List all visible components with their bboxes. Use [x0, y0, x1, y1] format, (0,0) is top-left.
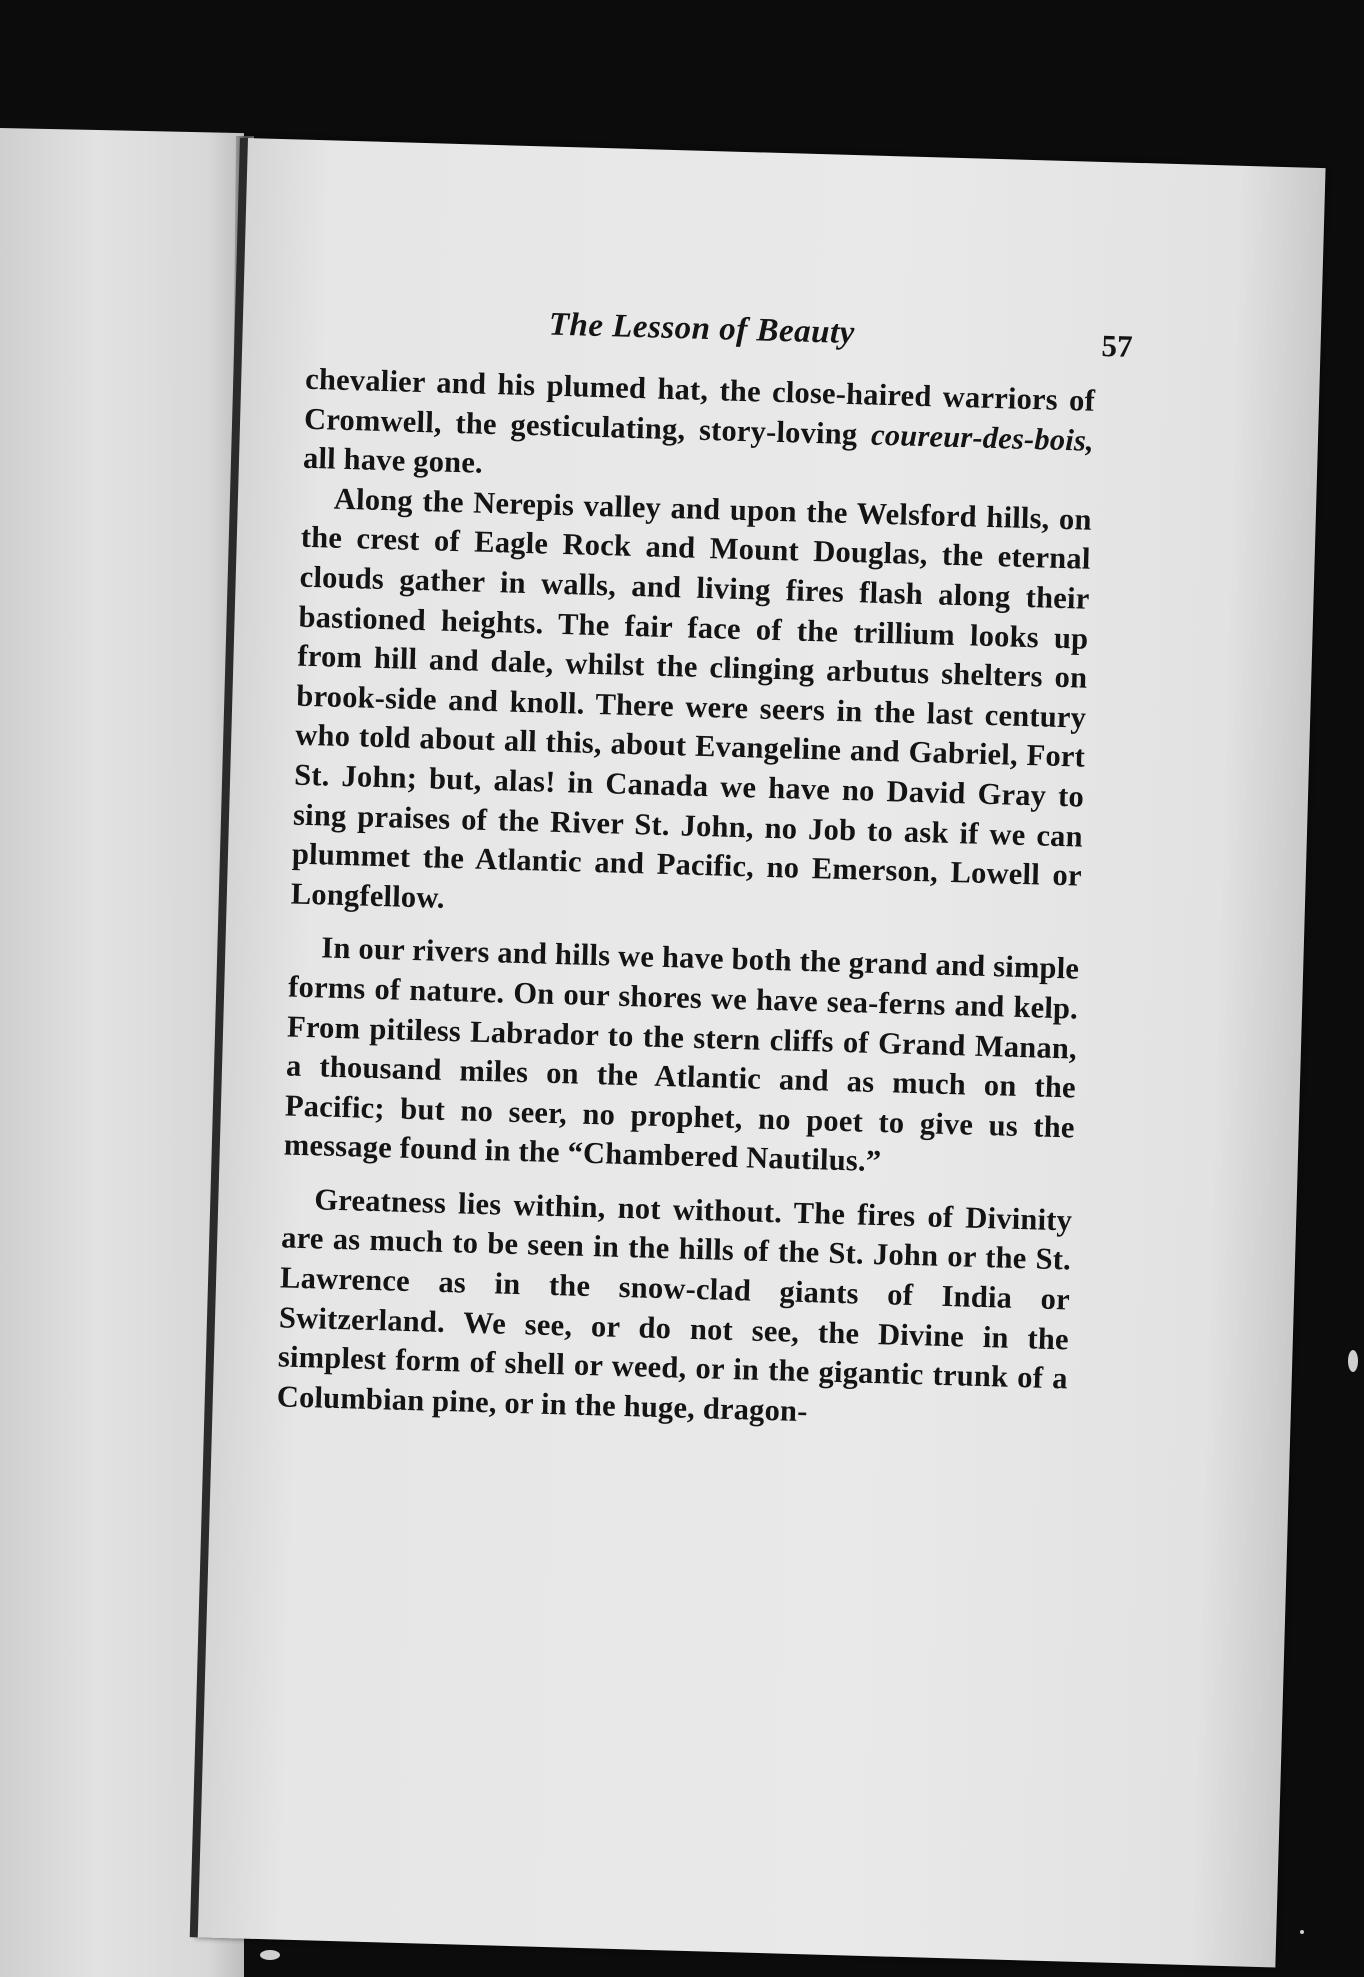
- paragraph-1-italic-term: coureur-des-bois,: [870, 417, 1095, 458]
- page-content: [276, 300, 1134, 1439]
- scan-speck: [260, 1950, 280, 1960]
- scan-speck: [1348, 1350, 1358, 1372]
- paragraph-1-text-after: all have gone.: [302, 440, 484, 480]
- paragraph-3: In our rivers and hills we have both the grand and simple forms of nature. On our shores we have sea-ferns and kelp. From pitiless Labrador to the stern cliffs of Grand Manan, a thousand miles on the Atlantic and as much on the Pacific; but no seer, no prophet, no poet to give us the message found in the “Chambered Nautilus.”: [283, 930, 1080, 1179]
- paragraph-1-text-before: chevalier and his plumed hat, the close-haired warriors of Cromwell, the gesticulating, story-loving: [303, 361, 1096, 452]
- paragraph-4: Greatness lies within, not without. The fires of Divinity are as much to be seen in the hills of the St. John or the St. Lawrence as in the snow-clad giants of India or Switzerland. We see, or do not see, the Divine in the simplest form of shell or weed, or in the gigantic trunk of a Columbian pine, or in the huge, dragon-: [276, 1182, 1073, 1429]
- paragraph-2: Along the Nerepis valley and upon the Welsford hills, on the crest of Eagle Rock and Mount Douglas, the eternal clouds gather in walls, and living fires flash along their bastioned heights. The fair face of the trillium looks up from hill and dale, whilst the clinging arbutus shelters on brook-side and knoll. There were seers in the last century who told about all this, about Evangeline and Gabriel, Fort St. John; but, alas! in Canada we have no David Gray to sing praises of the River St. John, no Job to ask if we can plummet the Atlantic and Pacific, no Emerson, Lowell or Longfellow.: [290, 481, 1093, 915]
- page-number: 57: [1101, 327, 1134, 364]
- book-page: [196, 138, 1326, 1967]
- paragraph-1: [303, 360, 1096, 501]
- running-head-title: The Lesson of Beauty: [548, 306, 856, 352]
- scan-speck: [1300, 1930, 1304, 1934]
